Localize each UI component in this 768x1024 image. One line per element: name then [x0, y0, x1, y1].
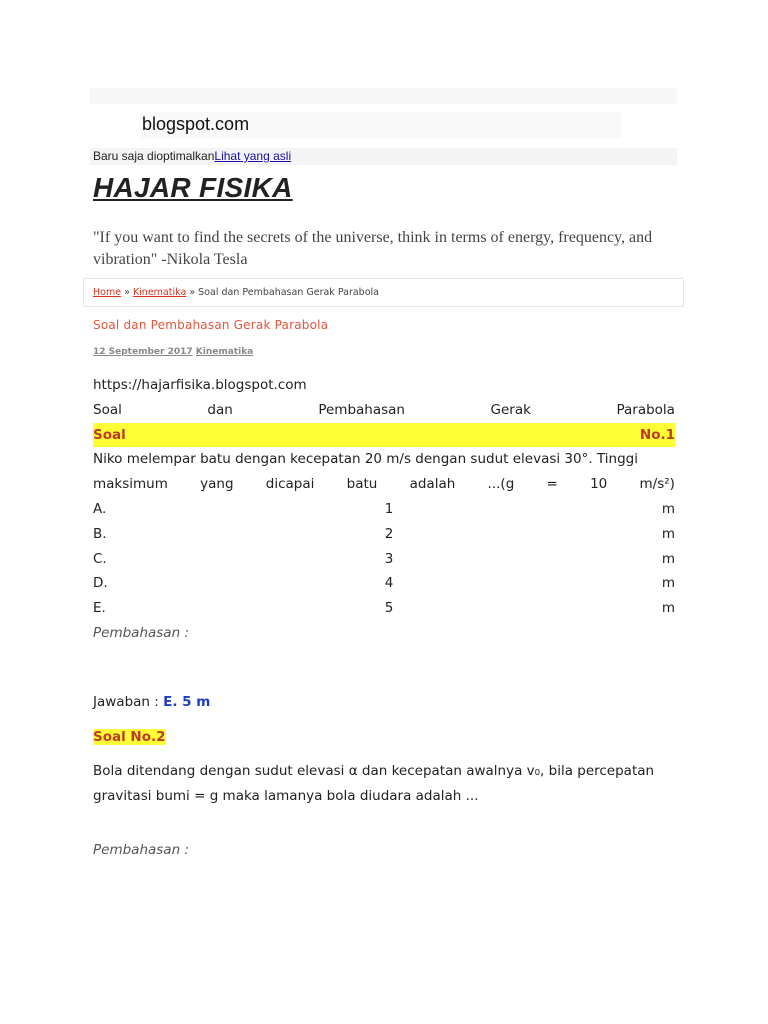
heading-word: dan [207, 401, 233, 418]
q1-word: adalah [409, 476, 456, 493]
option-value: 5 [384, 600, 394, 617]
question-1-answer [93, 690, 675, 715]
option-letter: C. [93, 550, 107, 567]
browser-top-bar [90, 88, 677, 104]
spacer [93, 715, 675, 725]
option-b [93, 522, 675, 547]
q1-word: dicapai [265, 476, 315, 493]
breadcrumb-home[interactable]: Home [93, 287, 122, 298]
heading-word: Parabola [616, 401, 675, 418]
breadcrumb [83, 278, 684, 307]
option-unit: m [661, 500, 675, 517]
notice-text: Baru saja dioptimalkan [93, 149, 215, 163]
post-label[interactable]: Kinematika [195, 347, 254, 357]
option-letter: A. [93, 500, 107, 517]
source-url: https://hajarfisika.blogspot.com [93, 377, 307, 393]
option-letter: D. [93, 575, 108, 592]
blog-description: "If you want to find the secrets of the universe, think in terms of energy, frequency, and vibration" -Nikola Tesla [93, 229, 653, 268]
spacer [93, 749, 675, 759]
post-meta [93, 347, 253, 357]
spacer [93, 809, 675, 838]
option-a [93, 497, 675, 522]
heading-word: Soal [93, 401, 122, 418]
heading-word: Pembahasan [318, 401, 405, 418]
option-c [93, 547, 675, 572]
question-1-line-1: Niko melempar batu dengan kecepatan 20 m/s dengan sudut elevasi 30°. Tinggi [93, 451, 638, 468]
option-unit: m [661, 550, 675, 567]
option-d [93, 571, 675, 596]
optimized-notice [90, 148, 677, 165]
option-letter: E. [93, 600, 106, 617]
breadcrumb-current: Soal dan Pembahasan Gerak Parabola [198, 287, 379, 298]
heading-word: Gerak [490, 401, 531, 418]
q1-word: yang [200, 476, 234, 493]
question-1-line-2 [93, 472, 675, 497]
option-value: 1 [384, 500, 394, 517]
post-body [93, 373, 675, 863]
q1-word: ...(g [487, 476, 515, 493]
answer-value: E. 5 m [163, 693, 211, 710]
address-bar-url[interactable]: blogspot.com [142, 114, 250, 134]
question-1-pembahasan: Pembahasan : [93, 624, 189, 641]
answer-label: Jawaban : [93, 693, 164, 710]
breadcrumb-separator: » [189, 287, 196, 298]
post-title: Soal dan Pembahasan Gerak Parabola [93, 318, 329, 332]
question-2-pembahasan: Pembahasan : [93, 841, 189, 858]
option-value: 2 [384, 525, 394, 542]
breadcrumb-category[interactable]: Kinematika [132, 287, 187, 298]
question-2-line-2: gravitasi bumi = g maka lamanya bola diudara adalah ... [93, 788, 479, 805]
q1-word: = [546, 476, 558, 493]
option-unit: m [661, 600, 675, 617]
option-value: 3 [384, 550, 394, 567]
spacer [93, 646, 675, 690]
option-letter: B. [93, 525, 107, 542]
view-original-link[interactable]: Lihat yang asli [214, 149, 292, 163]
question-2-line-1: Bola ditendang dengan sudut elevasi α dan kecepatan awalnya v₀, bila percepatan [93, 763, 655, 780]
question-1-tag-right: No.1 [639, 426, 675, 443]
q1-word: 10 [590, 476, 608, 493]
breadcrumb-separator: » [124, 287, 130, 298]
option-unit: m [661, 575, 675, 592]
option-e [93, 596, 675, 621]
question-2-tag-line [93, 725, 675, 750]
q1-word: maksimum [93, 476, 168, 493]
option-value: 4 [384, 575, 394, 592]
blog-title[interactable]: HAJAR FISIKA [93, 172, 293, 203]
question-1-tag [93, 423, 675, 448]
question-2-tag: Soal No.2 [93, 728, 166, 745]
option-unit: m [661, 525, 675, 542]
q1-word: m/s²) [639, 476, 675, 493]
post-date[interactable]: 12 September 2017 [93, 347, 193, 357]
post-heading [93, 398, 675, 423]
q1-word: batu [346, 476, 378, 493]
question-1-tag-left: Soal [93, 426, 126, 443]
